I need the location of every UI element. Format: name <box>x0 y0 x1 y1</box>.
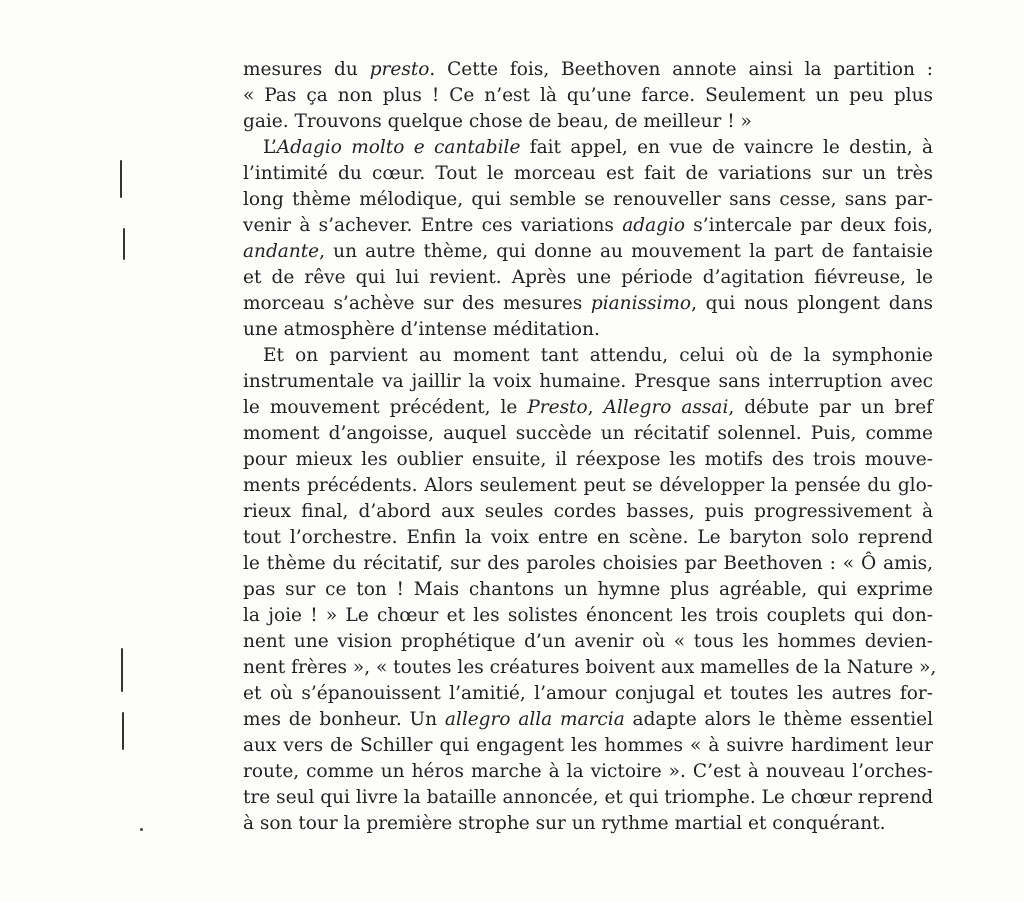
text-line: aux vers de Schiller qui engagent les hommes « à suivre hardiment leur <box>243 735 933 756</box>
text-line: andante, un autre thème, qui donne au mouvement la part de fantaisie <box>243 241 933 262</box>
binding-mark <box>121 648 123 692</box>
text-line: pas sur ce ton ! Mais chantons un hymne plus agréable, qui exprime <box>243 579 933 600</box>
text-line: nent frères », « toutes les créatures boivent aux mamelles de la Nature », <box>243 657 937 678</box>
binding-mark <box>122 712 124 750</box>
body-text <box>243 57 937 837</box>
text-line: gaie. Trouvons quelque chose de beau, de meilleur ! » <box>243 111 752 132</box>
dust-speck <box>140 828 143 831</box>
text-line: et où s’épanouissent l’amitié, l’amour conjugal et toutes les autres for- <box>243 683 933 704</box>
text-line: nent une vision prophétique d’un avenir où « tous les hommes devien- <box>243 631 933 652</box>
text-line: la joie ! » Le chœur et les solistes énoncent les trois couplets qui don- <box>243 605 933 626</box>
text-line: mesures du presto. Cette fois, Beethoven annote ainsi la partition : <box>243 59 933 80</box>
text-line: rieux final, d’abord aux seules cordes basses, puis progressivement à <box>243 501 933 522</box>
text-line: l’intimité du cœur. Tout le morceau est fait de variations sur un très <box>243 163 933 184</box>
text-line: le mouvement précédent, le Presto, Allegro assai, débute par un bref <box>243 397 934 418</box>
text-line: long thème mélodique, qui semble se renouveller sans cesse, sans par- <box>243 189 933 210</box>
text-line: mes de bonheur. Un allegro alla marcia adapte alors le thème essentiel <box>243 709 934 730</box>
text-line: ments précédents. Alors seulement peut se développer la pensée du glo- <box>243 475 933 496</box>
text-line: une atmosphère d’intense méditation. <box>243 319 600 340</box>
text-line: morceau s’achève sur des mesures pianissimo, qui nous plongent dans <box>243 293 933 314</box>
text-line: le thème du récitatif, sur des paroles choisies par Beethoven : « Ô amis, <box>243 553 933 574</box>
text-line: moment d’angoisse, auquel succède un récitatif solennel. Puis, comme <box>243 423 933 444</box>
binding-mark <box>123 228 125 260</box>
text-line: instrumentale va jaillir la voix humaine. Presque sans interruption avec <box>243 371 933 392</box>
text-line: « Pas ça non plus ! Ce n’est là qu’une farce. Seulement un peu plus <box>243 85 933 106</box>
text-line: tout l’orchestre. Enfin la voix entre en scène. Le baryton solo reprend <box>243 527 933 548</box>
text-line: à son tour la première strophe sur un rythme martial et conquérant. <box>243 813 886 834</box>
text-line: pour mieux les oublier ensuite, il réexpose les motifs des trois mouve- <box>243 449 933 470</box>
text-line: et de rêve qui lui revient. Après une période d’agitation fiévreuse, le <box>243 267 933 288</box>
text-line: tre seul qui livre la bataille annoncée, et qui triomphe. Le chœur reprend <box>243 787 934 808</box>
text-line: venir à s’achever. Entre ces variations adagio s’intercale par deux fois, <box>243 215 934 236</box>
text-line: Et on parvient au moment tant attendu, celui où de la symphonie <box>263 345 933 366</box>
text-line: route, comme un héros marche à la victoire ». C’est à nouveau l’orches- <box>243 761 933 782</box>
binding-mark <box>120 160 122 198</box>
text-line: L’Adagio molto e cantabile fait appel, en vue de vaincre le destin, à <box>263 137 933 158</box>
